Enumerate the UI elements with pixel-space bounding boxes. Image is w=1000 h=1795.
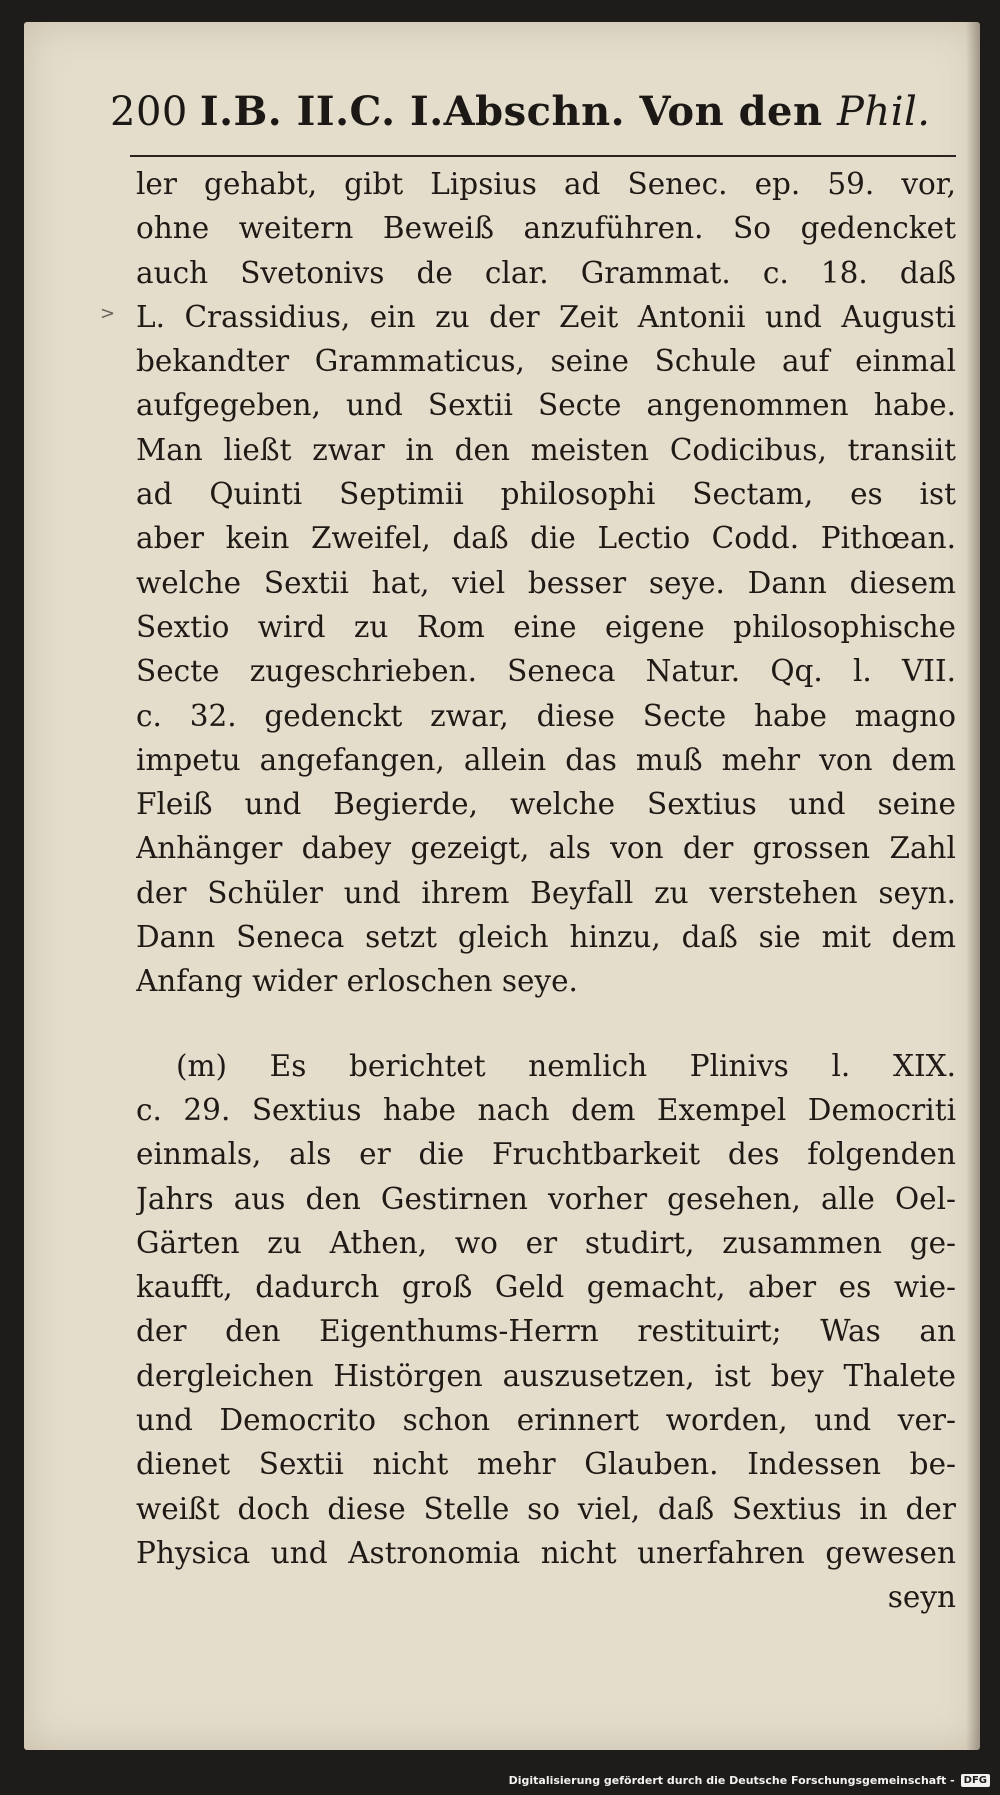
footnote-line: dergleichen Histörgen auszusetzen, ist bey Thalete bbox=[136, 1358, 956, 1393]
text-line: aufgegeben, und Sextii Secte angenommen habe. bbox=[136, 388, 956, 423]
text-line: Man ließt zwar in den meisten Codicibus, transiit bbox=[136, 432, 956, 467]
text-line: ohne weitern Beweiß anzuführen. So gedencket bbox=[136, 211, 956, 246]
header-rule bbox=[130, 155, 956, 157]
text-line: Dann Seneca setzt gleich hinzu, daß sie mit dem bbox=[136, 920, 956, 955]
text-line: Secte zugeschrieben. Seneca Natur. Qq. l. VII. bbox=[136, 654, 956, 689]
text-line: bekandter Grammaticus, seine Schule auf einmal bbox=[136, 344, 956, 379]
footnote-line: der den Eigenthums-Herrn restituirt; Was an bbox=[136, 1314, 956, 1349]
footnote-line: Physica und Astronomia nicht unerfahren gewesen bbox=[136, 1535, 956, 1570]
text-line: impetu angefangen, allein das muß mehr von dem bbox=[136, 742, 956, 777]
text-line: ad Quinti Septimii philosophi Sectam, es ist bbox=[136, 477, 956, 512]
running-header bbox=[110, 88, 960, 135]
footnote-line: dienet Sextii nicht mehr Glauben. Indessen be- bbox=[136, 1447, 956, 1482]
text-line: Sextio wird zu Rom eine eigene philosophische bbox=[136, 609, 956, 644]
text-line: ler gehabt, gibt Lipsius ad Senec. ep. 59. vor, bbox=[136, 167, 956, 201]
credit-text: Digitalisierung gefördert durch die Deutsche Forschungsgemeinschaft - bbox=[508, 1774, 955, 1787]
footnote-line: weißt doch diese Stelle so viel, daß Sextius in der bbox=[136, 1491, 956, 1526]
footnote-line: Jahrs aus den Gestirnen vorher gesehen, alle Oel- bbox=[136, 1181, 956, 1216]
footnote-line: Gärten zu Athen, wo er studirt, zusammen ge- bbox=[136, 1225, 956, 1260]
header-title-italic: Phil. bbox=[837, 89, 931, 135]
text-line: L. Crassidius, ein zu der Zeit Antonii und Augusti bbox=[136, 299, 956, 334]
text-line: Anhänger dabey gezeigt, als von der grossen Zahl bbox=[136, 831, 956, 866]
footnote-line: und Democrito schon erinnert worden, und ver- bbox=[136, 1403, 956, 1438]
footnote-line: einmals, als er die Fruchtbarkeit des folgenden bbox=[136, 1137, 956, 1172]
page-edge-shadow bbox=[966, 22, 980, 1750]
text-line: welche Sextii hat, viel besser seye. Dann diesem bbox=[136, 565, 956, 600]
dfg-logo-icon: DFG bbox=[961, 1774, 990, 1787]
footnote-line: c. 29. Sextius habe nach dem Exempel Democriti bbox=[136, 1092, 956, 1127]
text-line: auch Svetonivs de clar. Grammat. c. 18. daß bbox=[136, 255, 956, 290]
catchword: seyn bbox=[887, 1580, 956, 1615]
body-text bbox=[136, 162, 956, 1620]
digitization-credit bbox=[509, 1774, 990, 1787]
page-number: 200 bbox=[110, 89, 188, 135]
paragraph-gap bbox=[136, 1004, 956, 1044]
text-line: der Schüler und ihrem Beyfall zu verstehen seyn. bbox=[136, 875, 956, 910]
text-line: Fleiß und Begierde, welche Sextius und seine bbox=[136, 787, 956, 822]
text-line: aber kein Zweifel, daß die Lectio Codd. Pithœan. bbox=[136, 521, 956, 556]
text-line: c. 32. gedenckt zwar, diese Secte habe magno bbox=[136, 698, 956, 733]
footnote-line: kaufft, dadurch groß Geld gemacht, aber es wie- bbox=[136, 1270, 956, 1305]
text-line: Anfang wider erloschen seye. bbox=[136, 964, 578, 999]
footnote-line: (m) Es berichtet nemlich Plinivs l. XIX. bbox=[176, 1048, 956, 1083]
margin-mark: > bbox=[100, 303, 116, 324]
header-title: I.B. II.C. I.Abschn. Von den bbox=[199, 88, 823, 135]
